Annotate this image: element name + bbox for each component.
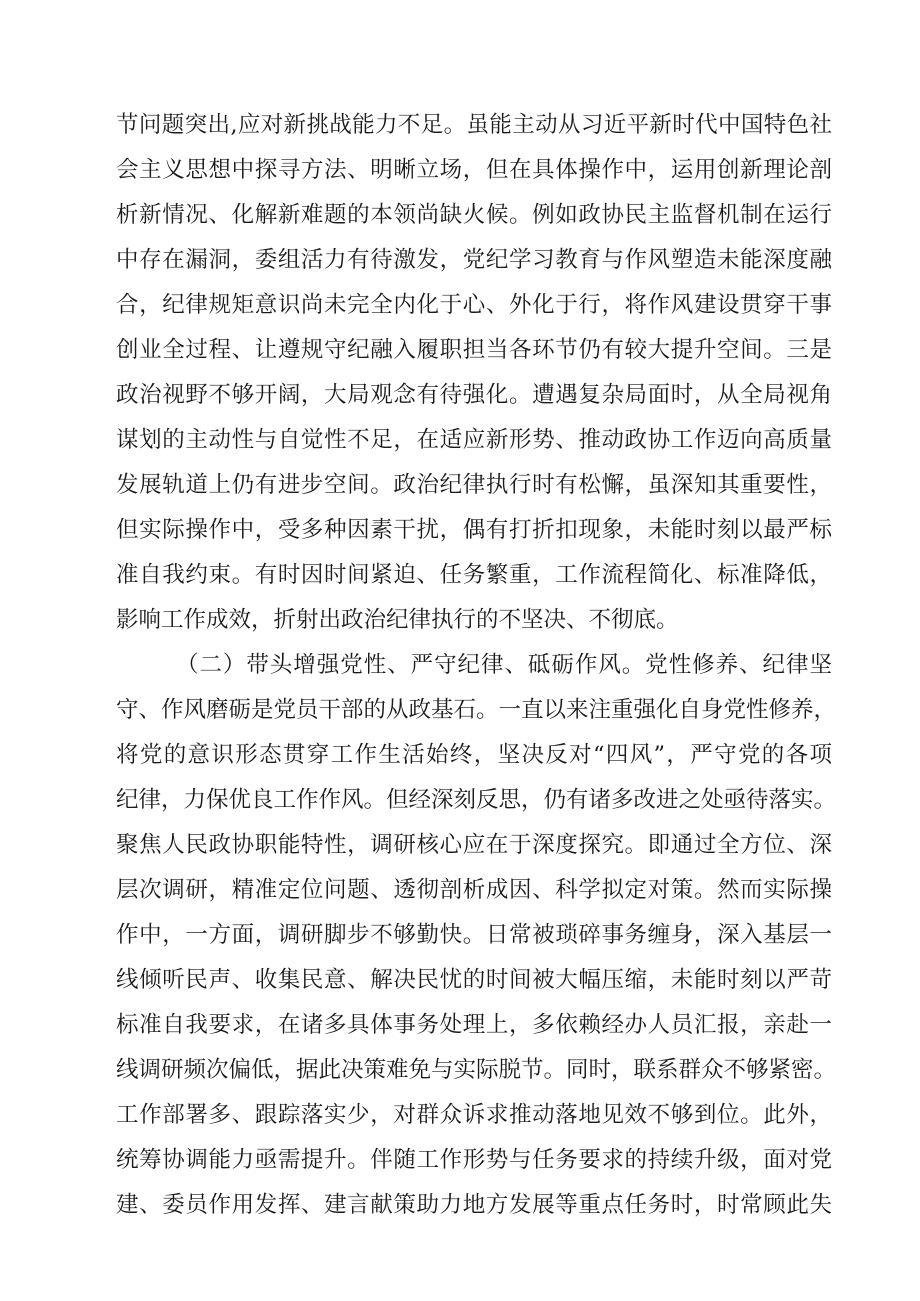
text-line: 层次调研，精准定位问题、透彻剖析成因、科学拟定对策。然而实际操 <box>116 877 832 903</box>
text-line: 影响工作成效，折射出政治纪律执行的不坚决、不彻底。 <box>116 607 679 633</box>
text-line: 政治视野不够开阔，大局观念有待强化。遭遇复杂局面时，从全局视角 <box>116 382 832 408</box>
text-line: 准自我约束。有时因时间紧迫、任务繁重，工作流程简化、标准降低， <box>116 562 832 588</box>
text-line: 中存在漏洞，委组活力有待激发，党纪学习教育与作风塑造未能深度融 <box>116 247 832 273</box>
text-line: 节问题突出,应对新挑战能力不足。虽能主动从习近平新时代中国特色社 <box>116 112 832 138</box>
text-line: 标准自我要求，在诸多具体事务处理上，多依赖经办人员汇报，亲赴一 <box>116 1012 832 1038</box>
text-line: 但实际操作中，受多种因素干扰，偶有打折扣现象，未能时刻以最严标 <box>116 517 832 543</box>
text-line: 建、委员作用发挥、建言献策助力地方发展等重点任务时，时常顾此失 <box>116 1192 832 1218</box>
text-line: 作中，一方面，调研脚步不够勤快。日常被琐碎事务缠身，深入基层一 <box>116 922 832 948</box>
text-line: 守、作风磨砺是党员干部的从政基石。一直以来注重强化自身党性修养， <box>116 697 837 723</box>
text-line: 统筹协调能力亟需提升。伴随工作形势与任务要求的持续升级，面对党 <box>116 1147 832 1173</box>
text-line: 聚焦人民政协职能特性，调研核心应在于深度探究。即通过全方位、深 <box>116 832 832 858</box>
section-heading-line: （二）带头增强党性、严守纪律、砥砺作风。党性修养、纪律坚 <box>176 652 832 678</box>
text-line: 会主义思想中探寻方法、明晰立场，但在具体操作中，运用创新理论剖 <box>116 157 832 183</box>
text-line: 工作部署多、跟踪落实少，对群众诉求推动落地见效不够到位。此外， <box>116 1102 832 1128</box>
text-line: 将党的意识形态贯穿工作生活始终，坚决反对“四风”，严守党的各项 <box>116 742 832 768</box>
text-line: 线倾听民声、收集民意、解决民忧的时间被大幅压缩，未能时刻以严苛 <box>116 967 832 993</box>
text-line: 合，纪律规矩意识尚未完全内化于心、外化于行，将作风建设贯穿干事 <box>116 292 832 318</box>
text-line: 谋划的主动性与自觉性不足，在适应新形势、推动政协工作迈向高质量 <box>116 427 832 453</box>
text-line: 析新情况、化解新难题的本领尚缺火候。例如政协民主监督机制在运行 <box>116 202 832 228</box>
text-line: 创业全过程、让遵规守纪融入履职担当各环节仍有较大提升空间。三是 <box>116 337 832 363</box>
text-line: 纪律，力保优良工作作风。但经深刻反思，仍有诸多改进之处亟待落实。 <box>116 787 837 813</box>
text-line: 线调研频次偏低，据此决策难免与实际脱节。同时，联系群众不够紧密。 <box>116 1057 837 1083</box>
text-line: 发展轨道上仍有进步空间。政治纪律执行时有松懈，虽深知其重要性， <box>116 472 832 498</box>
